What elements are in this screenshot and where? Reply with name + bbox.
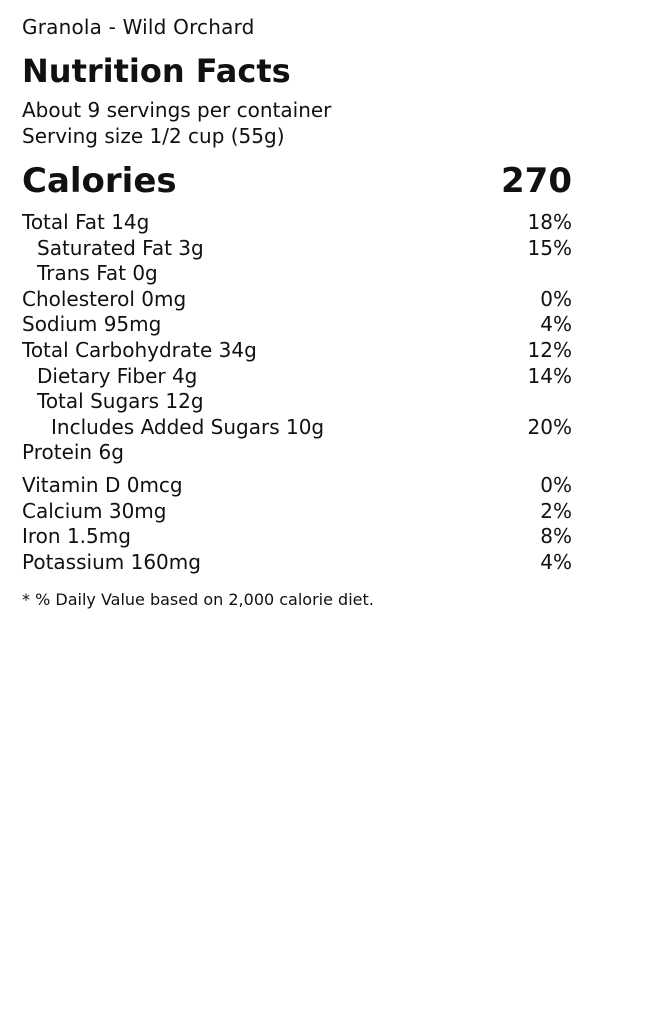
vitamin-row-iron [22,524,572,550]
nutrient-daily-value: 20% [527,414,572,439]
nutrient-label: Total Carbohydrate 34g [22,337,257,362]
vitamin-row-vitamin-d [22,473,572,499]
nutrient-label: Dietary Fiber 4g [37,363,198,388]
nutrient-daily-value: 15% [527,235,572,260]
nutrient-label: Protein 6g [22,440,124,465]
vitamin-daily-value: 8% [540,524,572,549]
vitamin-label: Vitamin D 0mcg [22,472,183,497]
nutrient-row-sodium [22,312,572,338]
nutrient-label: Cholesterol 0mg [22,286,187,311]
nutrient-row-protein [22,440,572,466]
nutrient-daily-value: 14% [527,363,572,388]
nutrient-row-total-fat [22,210,572,236]
vitamin-list [22,473,572,575]
vitamin-label: Iron 1.5mg [22,524,131,549]
nutrient-row-dietary-fiber [22,364,572,390]
product-name: Granola - Wild Orchard [22,15,255,39]
serving-size: Serving size 1/2 cup (55g) [22,124,285,148]
vitamin-daily-value: 2% [540,498,572,523]
nutrition-label [22,14,572,611]
nutrient-daily-value: 18% [527,210,572,234]
nutrient-daily-value: 0% [540,286,572,311]
vitamin-daily-value: 4% [540,549,572,574]
nutrient-label: Total Fat 14g [22,210,150,234]
nutrient-daily-value: 4% [540,312,572,337]
nutrient-daily-value [512,261,572,287]
serving-info [22,97,572,149]
nutrient-row-total-carbohydrate [22,338,572,364]
label-title: Nutrition Facts [22,52,291,90]
vitamin-row-calcium [22,499,572,525]
nutrient-row-total-sugars [22,389,572,415]
daily-value-footnote: * % Daily Value based on 2,000 calorie diet. [22,590,374,610]
nutrient-label: Total Sugars 12g [37,389,204,414]
nutrient-list [22,210,572,466]
calories-row [22,159,572,203]
calories-value: 270 [501,161,572,201]
nutrient-row-added-sugars [22,415,572,441]
nutrient-daily-value [512,389,572,415]
nutrient-label: Saturated Fat 3g [37,235,204,260]
nutrient-label: Sodium 95mg [22,312,162,337]
vitamin-daily-value: 0% [540,472,572,497]
vitamin-row-potassium [22,550,572,576]
nutrient-row-trans-fat [22,261,572,287]
servings-per-container: About 9 servings per container [22,98,332,122]
nutrient-label: Includes Added Sugars 10g [51,414,325,439]
vitamin-label: Potassium 160mg [22,549,201,574]
nutrient-label: Trans Fat 0g [37,261,158,286]
nutrient-daily-value: 12% [527,337,572,362]
calories-label: Calories [22,161,177,201]
nutrient-row-cholesterol [22,287,572,313]
nutrient-row-saturated-fat [22,236,572,262]
nutrient-daily-value [512,440,572,466]
vitamin-label: Calcium 30mg [22,498,167,523]
